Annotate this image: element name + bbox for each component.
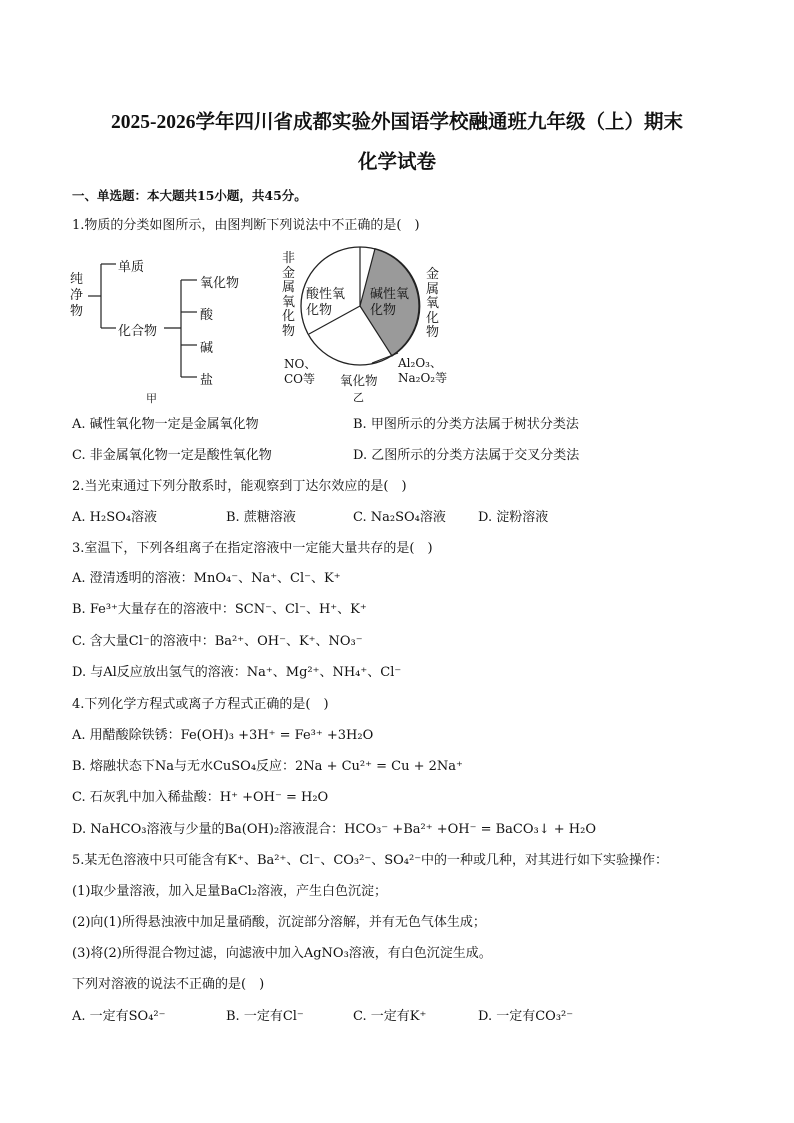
q1-option-c: C. 非金属氧化物一定是酸性氧化物 [72,448,272,463]
tree-child-salt: 盐 [200,373,214,388]
q3-option-d: D. 与Al反应放出氢气的溶液：Na⁺、Mg²⁺、NH₄⁺、Cl⁻ [72,665,402,680]
q5-option-c: C. 一定有K⁺ [353,1009,427,1024]
q4-option-a: A. 用醋酸除铁锈：Fe(OH)₃ +3H⁺ = Fe³⁺ +3H₂O [72,728,374,743]
tree-child-base: 碱 [200,341,214,356]
q1-option-a: A. 碱性氧化物一定是金属氧化物 [72,417,259,432]
paper-title-line1: 2025-2026学年四川省成都实验外国语学校融通班九年级（上）期末 [111,112,683,133]
tree-child-acid: 酸 [200,308,214,323]
paper-title-line2: 化学试卷 [357,152,436,173]
al-na-pointer [368,350,400,366]
tree-compound: 化合物 [118,324,158,339]
basic-oxide-label: 碱性氧化物 [370,287,410,318]
diagram-jia-caption: 甲 [146,392,157,405]
tree-child-oxide: 氧化物 [200,276,240,291]
acidic-oxide-label: 酸性氧化物 [306,287,346,318]
q5-step-3: (3)将(2)所得混合物过滤，向滤液中加入AgNO₃溶液，有白色沉淀生成。 [72,946,492,961]
q2-option-b: B. 蔗糖溶液 [226,510,296,525]
nonmetal-oxide-label: 非金属氧化物 [282,251,296,339]
q5-step-2: (2)向(1)所得悬浊液中加足量硝酸，沉淀部分溶解，并有无色气体生成； [72,915,486,930]
al-na-oxides-label: Al₂O₃、Na₂O₂等 [398,356,448,385]
q2-option-d: D. 淀粉溶液 [478,510,549,525]
diagram-yi-caption: 乙 [353,391,364,404]
oxide-center-label: 氧化物 [340,373,378,388]
q3-option-b: B. Fe³⁺大量存在的溶液中：SCN⁻、Cl⁻、H⁺、K⁺ [72,602,367,617]
q4-option-d: D. NaHCO₃溶液与少量的Ba(OH)₂溶液混合：HCO₃⁻ +Ba²⁺ +OH⁻ = BaCO₃↓ + H₂O [72,822,596,837]
q4-option-c: C. 石灰乳中加入稀盐酸：H⁺ +OH⁻ = H₂O [72,790,329,805]
q2-option-a: A. H₂SO₄溶液 [72,510,157,525]
section-heading: 一、单选题：本大题共15小题，共45分。 [72,188,307,203]
question-4-stem: 4.下列化学方程式或离子方程式正确的是( ) [72,697,329,712]
q1-option-b: B. 甲图所示的分类方法属于树状分类法 [353,417,579,432]
question-2-stem: 2.当光束通过下列分散系时，能观察到丁达尔效应的是( ) [72,479,407,494]
q5-option-d: D. 一定有CO₃²⁻ [478,1009,574,1024]
q2-option-c: C. Na₂SO₄溶液 [353,510,446,525]
q5-option-b: B. 一定有Cl⁻ [226,1009,304,1024]
tree-simple-substance: 单质 [118,260,145,275]
question-5-stem: 5.某无色溶液中只可能含有K⁺、Ba²⁺、Cl⁻、CO₃²⁻、SO₄²⁻中的一种或几种，对其进行如下实验操作： [72,853,669,868]
tree-root-label: 纯净物 [70,272,84,319]
question-3-stem: 3.室温下，下列各组离子在指定溶液中一定能大量共存的是( ) [72,541,433,556]
q3-option-a: A. 澄清透明的溶液：MnO₄⁻、Na⁺、Cl⁻、K⁺ [72,571,341,586]
question-1-stem: 1.物质的分类如图所示，由图判断下列说法中不正确的是( ) [72,218,420,233]
metal-oxide-label: 金属氧化物 [426,267,440,340]
no-co-label: NO、CO等 [284,357,317,386]
q5-ask: 下列对溶液的说法不正确的是( ) [72,977,265,992]
q3-option-c: C. 含大量Cl⁻的溶液中：Ba²⁺、OH⁻、K⁺、NO₃⁻ [72,634,363,649]
q5-step-1: (1)取少量溶液，加入足量BaCl₂溶液，产生白色沉淀； [72,884,388,899]
q5-option-a: A. 一定有SO₄²⁻ [72,1009,166,1024]
q4-option-b: B. 熔融状态下Na与无水CuSO₄反应：2Na + Cu²⁺ = Cu + 2Na⁺ [72,759,463,774]
q1-option-d: D. 乙图所示的分类方法属于交叉分类法 [353,448,580,463]
